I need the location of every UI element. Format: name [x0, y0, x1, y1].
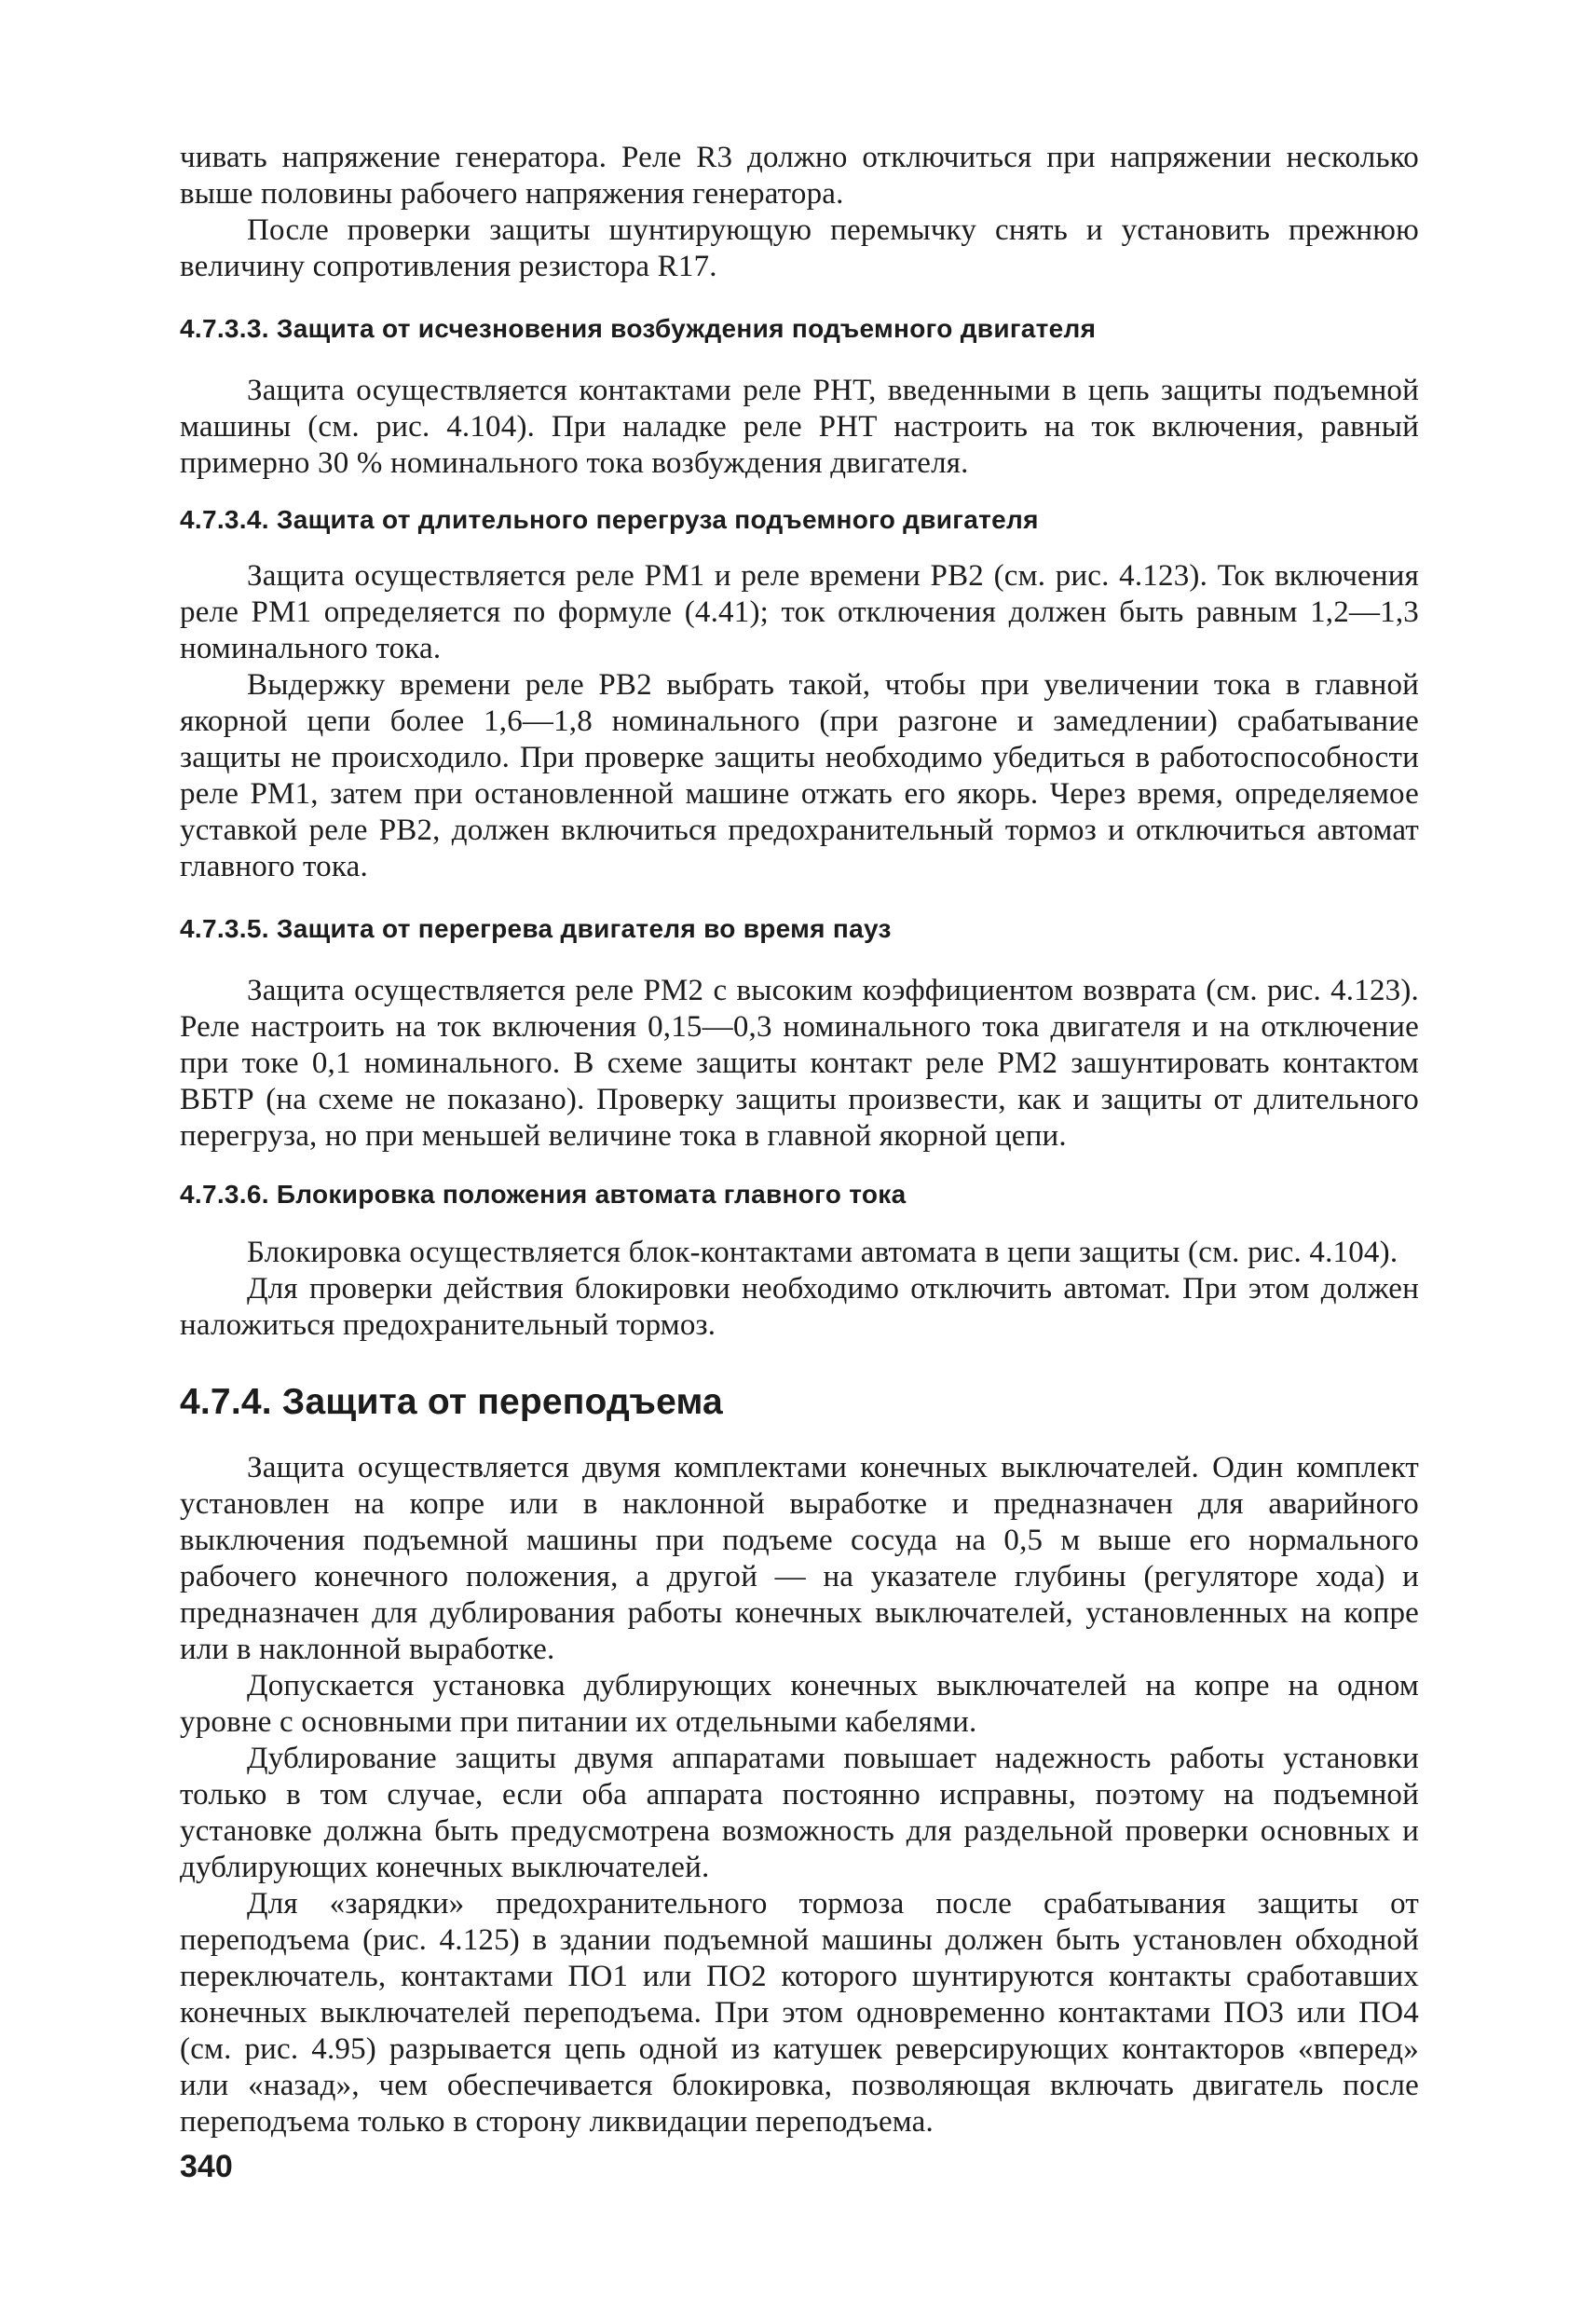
paragraph-duplication-reliability: Дублирование защиты двумя аппаратами повышает надежность работы установки только в том случае, если оба аппарата постоянно исправны, поэтому на подъемной установке должна быть предусмотрена возможность для раздельной проверки основных и дублирующих конечных выключателей. — [180, 1742, 1419, 1884]
paragraph-rm1-relay: Защита осуществляется реле РМ1 и реле времени РВ2 (см. рис. 4.123). Ток включения реле РМ1 определяется по формуле (4.41); ток отключения должен быть равным 1,2—1,3 номинального тока. — [180, 559, 1419, 665]
page-body — [180, 140, 1419, 2140]
heading-4-7-3-6: 4.7.3.6. Блокировка положения автомата главного тока — [180, 1180, 907, 1209]
paragraph-rv2-delay: Выдержку времени реле РВ2 выбрать такой, чтобы при увеличении тока в главной якорной цепи более 1,6—1,8 номинального (при разгоне и замедлении) срабатывание защиты не происходило. При проверке защиты необходимо убедиться в работоспособности реле РМ1, затем при остановленной машине отжать его якорь. Через время, определяемое уставкой реле РВ2, должен включиться предохранительный тормоз и отключиться автомат главного тока. — [180, 668, 1419, 883]
heading-4-7-3-4: 4.7.3.4. Защита от длительного перегруза подъемного двигателя — [180, 505, 1039, 534]
paragraph-block-check: Для проверки действия блокировки необходимо отключить автомат. При этом должен наложиться предохранительный тормоз. — [180, 1272, 1419, 1342]
heading-4-7-4: 4.7.4. Защита от переподъема — [180, 1382, 723, 1422]
paragraph-rnt-relay: Защита осуществляется контактами реле РНТ, введенными в цепь защиты подъемной машины (см. рис. 4.104). При наладке реле РНТ настроить на ток включения, равный примерно 30 % номинального тока возбуждения двигателя. — [180, 374, 1419, 480]
heading-4-7-3-5: 4.7.3.5. Защита от перегрева двигателя во время пауз — [180, 914, 892, 943]
paragraph-bypass-switch: Для «зарядки» предохранительного тормоза после срабатывания защиты от переподъема (рис. 4.125) в здании подъемной машины должен быть установлен обходной переключатель, контактами ПО1 или ПО2 которого шунтируются контакты сработавших конечных выключателей переподъема. При этом одновременно контактами ПО3 или ПО4 (см. рис. 4.95) разрывается цепь одной из катушек реверсирующих контакторов «вперед» или «назад», чем обеспечивается блокировка, позволяющая включать двигатель после переподъема только в сторону ликвидации переподъема. — [180, 1887, 1419, 2139]
paragraph-block-contacts: Блокировка осуществляется блок-контактами автомата в цепи защиты (см. рис. 4.104). — [247, 1236, 1398, 1269]
paragraph-duplicate-switches: Допускается установка дублирующих конечных выключателей на копре на одном уровне с основными при питании их отдельными кабелями. — [180, 1669, 1419, 1739]
paragraph-limit-switches: Защита осуществляется двумя комплектами конечных выключателей. Один комплект установлен на копре или в наклонной выработке и предназначен для аварийного выключения подъемной машины при подъеме сосуда на 0,5 м выше его нормального рабочего конечного положения, а другой — на указателе глубины (регуляторе хода) и предназначен для дублирования работы конечных выключателей, установленных на копре или в наклонной выработке. — [180, 1451, 1419, 1666]
paragraph-rm2-relay: Защита осуществляется реле РМ2 с высоким коэффициентом возврата (см. рис. 4.123). Реле настроить на ток включения 0,15—0,3 номинального тока двигателя и на отключение при токе 0,1 номинального. В схеме защиты контакт реле РМ2 зашунтировать контактом ВБТР (на схеме не показано). Проверку защиты произвести, как и защиты от длительного перегруза, но при меньшей величине тока в главной якорной цепи. — [180, 974, 1419, 1153]
heading-4-7-3-3: 4.7.3.3. Защита от исчезновения возбуждения подъемного двигателя — [180, 314, 1097, 343]
paragraph-resistor-restore: После проверки защиты шунтирующую перемычку снять и установить прежнюю величину сопротивления резистора R17. — [180, 213, 1419, 283]
page-number: 340 — [180, 2149, 233, 2184]
paragraph-generator-voltage: чивать напряжение генератора. Реле R3 должно отключиться при напряжении несколько выше половины рабочего напряжения генератора. — [180, 141, 1419, 211]
